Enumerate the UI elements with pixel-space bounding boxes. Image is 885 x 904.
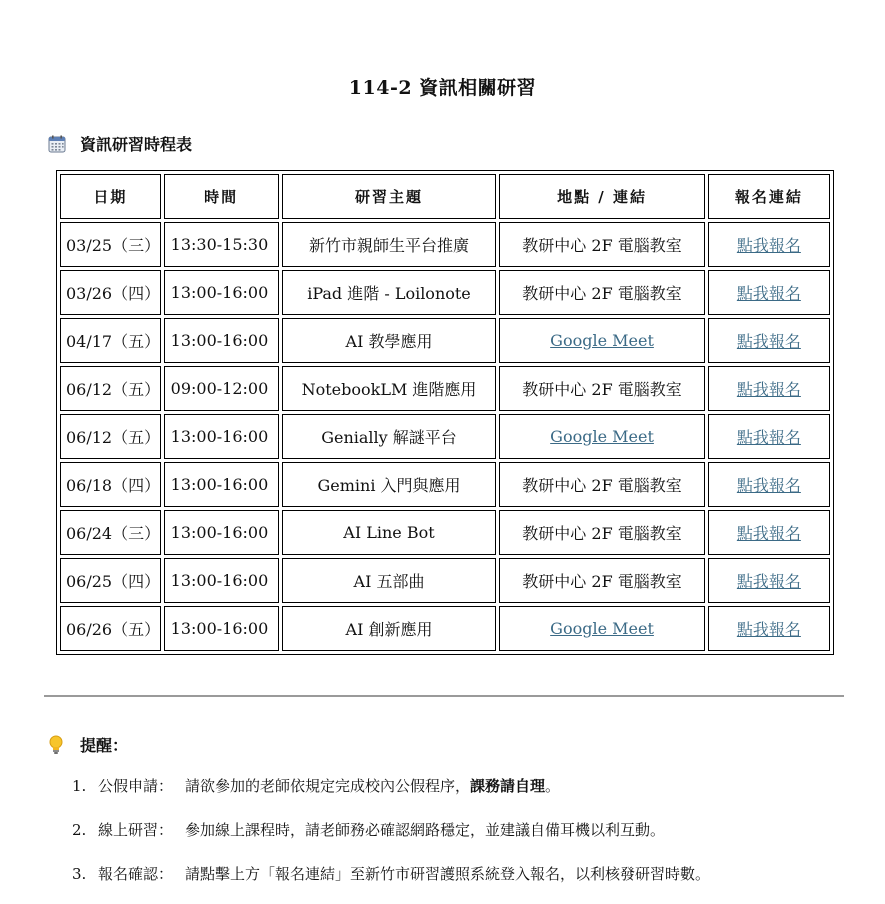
reminder-item-tail: 。 <box>545 777 561 795</box>
time-text: 13:00-16:00 <box>170 475 269 494</box>
time-cell <box>164 318 279 363</box>
reminder-item-text: 請欲參加的老師依規定完成校內公假程序， <box>185 777 471 795</box>
signup-cell <box>708 222 830 267</box>
location-text: 教研中心 2F 電腦教室 <box>522 476 682 495</box>
table-row <box>60 222 830 267</box>
date-cell <box>60 558 161 603</box>
topic-cell <box>282 366 497 411</box>
topic-text: AI 創新應用 <box>345 620 433 639</box>
time-text: 13:00-16:00 <box>170 331 269 350</box>
date-text: 06/24（三） <box>66 524 161 543</box>
date-cell <box>60 318 161 363</box>
lightbulb-icon <box>48 735 64 755</box>
google-meet-cell <box>499 414 704 459</box>
location-text: 教研中心 2F 電腦教室 <box>522 572 682 591</box>
signup-cell <box>708 414 830 459</box>
date-text: 03/25（三） <box>66 236 161 255</box>
signup-link[interactable]: 點我報名 <box>736 476 801 495</box>
schedule-table <box>56 170 834 655</box>
time-text: 13:00-16:00 <box>170 571 269 590</box>
location-cell <box>499 366 704 411</box>
date-cell <box>60 270 161 315</box>
reminder-item-emphasis: 課務請自理 <box>470 777 546 795</box>
date-cell <box>60 414 161 459</box>
time-cell <box>164 558 279 603</box>
signup-link[interactable]: 點我報名 <box>736 284 801 303</box>
table-row <box>60 270 830 315</box>
location-cell <box>499 222 704 267</box>
time-text: 13:00-16:00 <box>170 619 269 638</box>
table-row <box>60 558 830 603</box>
signup-link[interactable]: 點我報名 <box>736 524 801 543</box>
signup-cell <box>708 366 830 411</box>
topic-text: AI 五部曲 <box>353 572 425 591</box>
time-text: 09:00-12:00 <box>170 379 269 398</box>
schedule-heading-label: 資訊研習時程表 <box>80 135 193 154</box>
topic-text: Gemini 入門與應用 <box>317 476 461 495</box>
reminder-item-number: 1. <box>72 777 87 795</box>
page-title: 114-2 資訊相關研習 <box>348 77 537 99</box>
column-header-location: 地點 / 連結 <box>499 174 704 219</box>
topic-text: Genially 解謎平台 <box>321 428 457 447</box>
reminder-item <box>72 860 710 904</box>
topic-cell <box>282 510 497 555</box>
reminder-item-number: 2. <box>72 821 87 839</box>
table-row <box>60 318 830 363</box>
column-header-time: 時間 <box>164 174 279 219</box>
reminder-item-text: 請點擊上方「報名連結」至新竹市研習護照系統登入報名，以利核發研習時數。 <box>185 865 711 883</box>
reminder-list <box>72 772 710 904</box>
signup-link[interactable]: 點我報名 <box>736 620 801 639</box>
date-text: 06/26（五） <box>66 620 161 639</box>
table-row <box>60 510 830 555</box>
date-text: 03/26（四） <box>66 284 161 303</box>
time-cell <box>164 606 279 651</box>
column-header-date: 日期 <box>60 174 161 219</box>
signup-cell <box>708 510 830 555</box>
time-text: 13:00-16:00 <box>170 427 269 446</box>
date-cell <box>60 510 161 555</box>
signup-link[interactable]: 點我報名 <box>736 380 801 399</box>
google-meet-link[interactable]: Google Meet <box>550 331 654 350</box>
time-cell <box>164 222 279 267</box>
table-row <box>60 462 830 507</box>
divider <box>44 695 844 697</box>
location-text: 教研中心 2F 電腦教室 <box>522 524 682 543</box>
topic-text: AI Line Bot <box>343 523 435 542</box>
date-text: 06/12（五） <box>66 380 161 399</box>
reminder-item <box>72 772 710 816</box>
signup-cell <box>708 270 830 315</box>
date-text: 04/17（五） <box>66 332 161 351</box>
signup-cell <box>708 606 830 651</box>
reminder-item-text: 參加線上課程時，請老師務必確認網路穩定，並建議自備耳機以利互動。 <box>185 821 666 839</box>
signup-link[interactable]: 點我報名 <box>736 332 801 351</box>
reminder-heading-label: 提醒： <box>80 736 129 755</box>
date-text: 06/25（四） <box>66 572 161 591</box>
signup-link[interactable]: 點我報名 <box>736 236 801 255</box>
topic-cell <box>282 222 497 267</box>
topic-text: AI 教學應用 <box>345 332 433 351</box>
signup-link[interactable]: 點我報名 <box>736 428 801 447</box>
time-cell <box>164 366 279 411</box>
reminder-item-label: 報名確認： <box>98 865 174 883</box>
topic-text: NotebookLM 進階應用 <box>301 380 477 399</box>
date-cell <box>60 366 161 411</box>
google-meet-link[interactable]: Google Meet <box>550 619 654 638</box>
time-cell <box>164 414 279 459</box>
reminder-item-label: 公假申請： <box>98 777 174 795</box>
table-row <box>60 606 830 651</box>
date-cell <box>60 462 161 507</box>
column-header-topic: 研習主題 <box>282 174 497 219</box>
calendar-icon <box>48 135 66 153</box>
date-cell <box>60 222 161 267</box>
reminder-heading <box>48 733 128 756</box>
time-cell <box>164 270 279 315</box>
schedule-body <box>60 222 830 651</box>
column-header-signup: 報名連結 <box>708 174 830 219</box>
topic-cell <box>282 462 497 507</box>
signup-cell <box>708 462 830 507</box>
time-text: 13:00-16:00 <box>170 283 269 302</box>
table-row <box>60 366 830 411</box>
location-cell <box>499 462 704 507</box>
location-cell <box>499 270 704 315</box>
location-text: 教研中心 2F 電腦教室 <box>522 284 682 303</box>
date-text: 06/12（五） <box>66 428 161 447</box>
location-text: 教研中心 2F 電腦教室 <box>522 380 682 399</box>
time-cell <box>164 510 279 555</box>
reminder-item-number: 3. <box>72 865 87 883</box>
topic-cell <box>282 414 497 459</box>
google-meet-cell <box>499 606 704 651</box>
reminder-item <box>72 816 710 860</box>
table-header-row <box>60 174 830 219</box>
topic-cell <box>282 270 497 315</box>
google-meet-link[interactable]: Google Meet <box>550 427 654 446</box>
google-meet-cell <box>499 318 704 363</box>
signup-cell <box>708 558 830 603</box>
schedule-heading <box>48 132 192 155</box>
reminder-item-label: 線上研習： <box>98 821 174 839</box>
signup-cell <box>708 318 830 363</box>
date-cell <box>60 606 161 651</box>
time-text: 13:30-15:30 <box>170 235 269 254</box>
topic-cell <box>282 558 497 603</box>
topic-text: iPad 進階 - Loilonote <box>307 284 471 303</box>
signup-link[interactable]: 點我報名 <box>736 572 801 591</box>
location-cell <box>499 510 704 555</box>
time-cell <box>164 462 279 507</box>
location-cell <box>499 558 704 603</box>
date-text: 06/18（四） <box>66 476 161 495</box>
topic-cell <box>282 606 497 651</box>
topic-cell <box>282 318 497 363</box>
time-text: 13:00-16:00 <box>170 523 269 542</box>
table-row <box>60 414 830 459</box>
location-text: 教研中心 2F 電腦教室 <box>522 236 682 255</box>
topic-text: 新竹市親師生平台推廣 <box>308 236 469 255</box>
